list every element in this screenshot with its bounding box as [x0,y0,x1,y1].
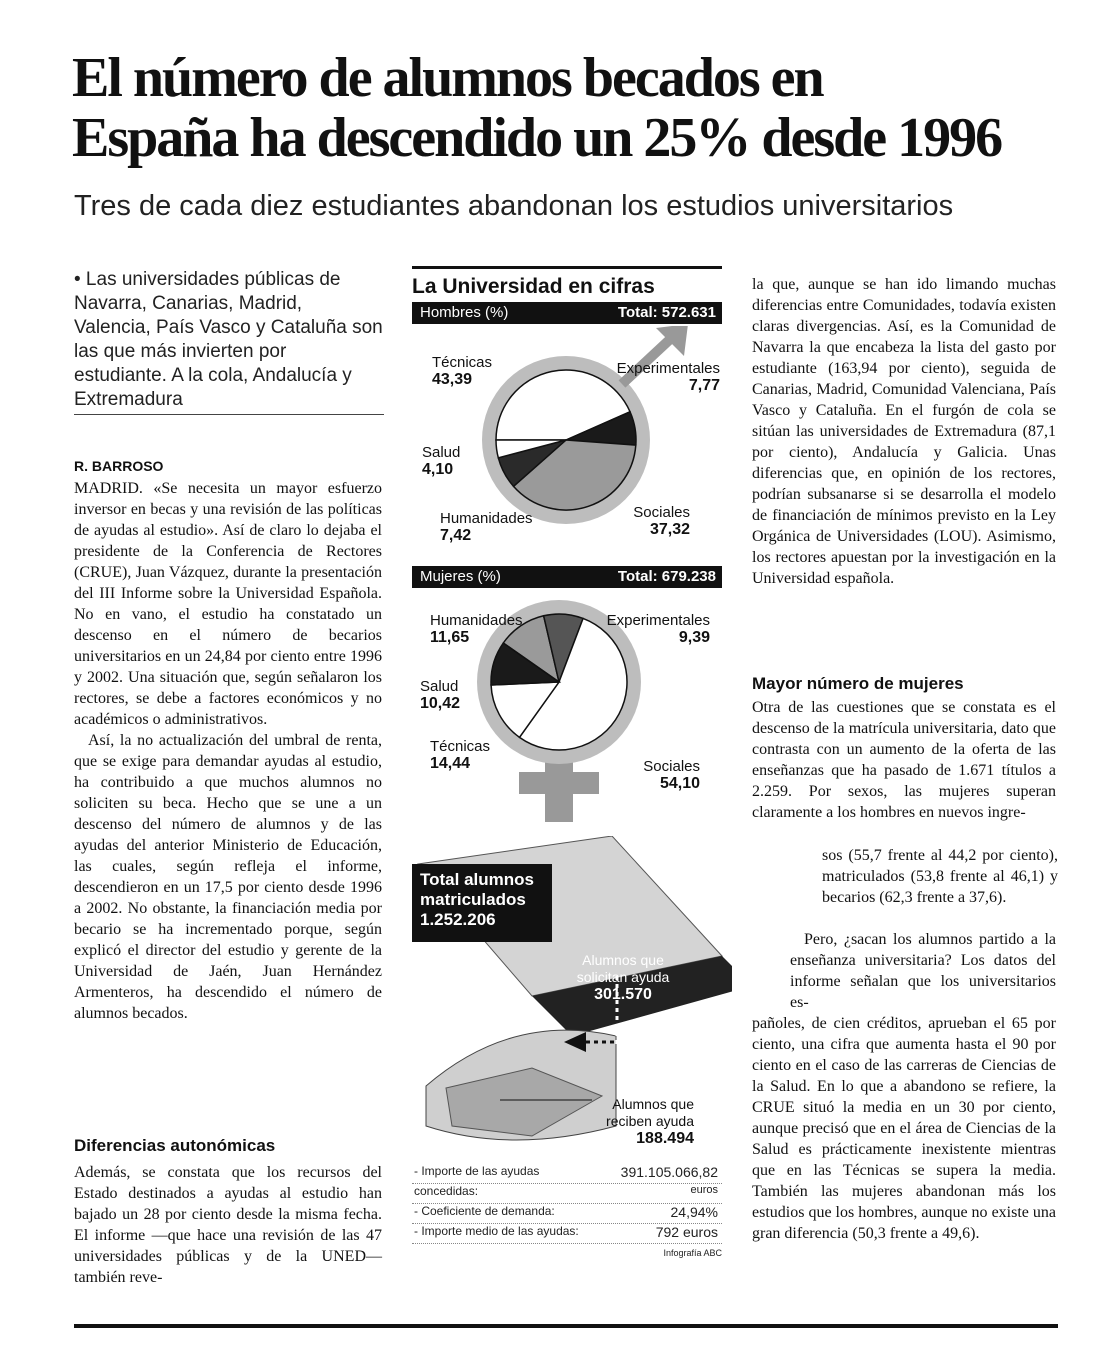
total-students-box: Total alumnos matriculados 1.252.206 [412,864,552,942]
men-label-sociales [608,504,690,538]
paragraph: pañoles, de cien créditos, aprueban el 65 por ciento, una cifra que aumenta hasta el 90 por ciento en el caso de las carreras de Ciencias de la Salud. En lo que a abandono se refiere, la CRUE situó la media en un 30 por ciento, aunque precisó que en el área de Ciencias de la Salud es prácticamente inexistente mientras que en las Técnicas se supera la media. También las mujeres abandonan más los estudios que los hombres, aunque no existe una gran diferencia (50,3 frente a 49,6). [752,1015,1056,1242]
stat-key: concedidas: [414,1184,479,1198]
recipients-text: Alumnos que reciben ayuda [606,1096,694,1129]
women-label-sociales [628,758,700,792]
article-column-1-continued [74,1162,382,1288]
men-label-salud [422,444,460,478]
recipients-label [568,1096,694,1147]
label-text: Técnicas [432,354,493,371]
label-value: 7,42 [440,527,472,544]
subheading-mujeres: Mayor número de mujeres [752,674,964,693]
paragraph: Otra de las cuestiones que se constata es el descenso de la matrícula universitaria, dato que contrasta con un aumento de la oferta de las enseñanzas que ha pasado de 1.671 títulos a 2.259. Por sexos, las mujeres superan claramente a los hombres en nuevos ingre- [752,699,1056,821]
stat-value: euros [690,1184,718,1196]
stat-value: 792 euros [655,1224,718,1240]
label-value: 9,39 [678,629,710,646]
paragraph: Además, se constata que los recursos del Estado destinados a ayudas al estudio han bajado un 28 por ciento desde la misma fecha. El informe —que hace una revisión de las 47 universidades públicas y de la UNED— también reve- [74,1164,382,1286]
bottom-rule [74,1324,1058,1328]
stat-key: - Importe medio de las ayudas: [414,1224,579,1238]
stat-value: 24,94% [670,1204,718,1220]
stat-row [412,1204,722,1224]
infographic [412,266,722,1276]
applicants-value: 301.570 [594,986,652,1003]
label-value: 11,65 [430,629,470,646]
article-column-3 [752,274,1056,589]
infographic-credit: Infografía ABC [663,1248,722,1258]
paragraph: la que, aunque se han ido limando muchas diferencias entre Comunidades, todavía existen claras divergencias. Así, es la Comunidad de Navarra la que encabeza la lista del gasto por estudiante (163,94 por ciento), seguida de Canarias, Madrid, Comunidad Valenciana, País Vasco y Cataluña. En el furgón de cola se sitúan las universidades de Extremadura (87,1 por ciento), Andalucía y Galicia. Unas diferencias que, en opinión de los rectores, podrían subsanarse si se desarrolla el modelo de financiación de mínimos previsto en la Ley Orgánica de Universidades (LOU). Asimismo, los rectores apuestan por la investigación en la Universidad española. [752,276,1056,587]
label-text: Humanidades [430,612,523,629]
headline [72,48,1072,168]
paragraph: Así, la no actualización del umbral de renta, que se exige para demandar ayudas al estudio, ha contribuido a que muchos alumnos no soliciten su beca. Hecho que se une a un descenso del número de alumnos y de las ayudas del anterior Ministerio de Educación, las cuales, según refleja el informe, descendieron en un 17,5 por ciento desde 1996 a 2002. No obstante, la financiación media por becario se ha incrementado porque, según explicó el director del estudio y gerente de la Universidad de Jaén, Juan Hernández Armenteros, ha descendido el número de alumnos becados. [74,732,382,1022]
label-text: Sociales [633,504,690,521]
paragraph: sos (55,7 frente al 44,2 por ciento), matriculados (53,8 frente al 46,1) y becarios (62,3 frente a 37,6). [822,847,1058,906]
lead-divider [74,414,384,415]
men-label-experimentales [608,360,720,394]
stat-key: - Importe de las ayudas [414,1164,540,1178]
infographic-title: La Universidad en cifras [412,266,722,299]
paragraph: MADRID. «Se necesita un mayor esfuerzo inversor en becas y una revisión de las políticas de ayudas al estudio». Así de claro lo dejaba el presidente de la Conferencia de Rectores (CRUE), Juan Vázquez, durante la presentación del III Informe sobre la Universidad Española. No en vano, el estudio ha constatado un descenso en el número de becarios universitarios en un 24,84 por ciento entre 1996 y 2002. Una situación que, según señalaron los rectores, se debe a factores económicos y no académicos o administrativos. [74,480,382,728]
article-column-3-b [752,697,1056,823]
headline-line-2: España ha descendido un 25% desde 1996 [72,107,1002,169]
stat-key: - Coeficiente de demanda: [414,1204,555,1218]
label-value: 4,10 [422,461,454,478]
applicants-label [562,952,684,1003]
paragraph: Pero, ¿sacan los alumnos partido a la enseñanza universitaria? Los datos del informe señalan que los universitarios es- [790,931,1056,1011]
label-value: 37,32 [649,521,690,538]
label-text: Experimentales [606,612,710,629]
label-value: 14,44 [430,755,471,772]
women-bar-label: Mujeres (%) [420,568,501,585]
label-text: Técnicas [430,738,491,755]
article-column-1 [74,478,382,1024]
label-value: 7,77 [688,377,720,394]
female-symbol-cross [519,772,599,794]
stat-row [412,1164,722,1184]
label-text: Salud [422,444,461,461]
label-value: 54,10 [659,775,700,792]
stat-row [412,1184,722,1204]
women-label-tecnicas [430,738,490,772]
label-value: 43,39 [432,371,473,388]
article-column-3-c [822,845,1058,908]
women-label-salud [420,678,460,712]
label-text: Humanidades [440,510,533,527]
subtitle: Tres de cada diez estudiantes abandonan los estudios universitarios [74,190,954,222]
headline-line-1: El número de alumnos becados en [72,47,823,109]
recipients-value: 188.494 [636,1130,694,1147]
women-label-humanidades [430,612,523,646]
article-column-3-e [752,1013,1056,1244]
men-label-tecnicas [432,354,492,388]
aid-stats-table [412,1164,722,1258]
label-text: Experimentales [616,360,720,377]
lead-summary: • Las universidades públicas de Navarra, Canarias, Madrid, Valencia, País Vasco y Cataluña son las que más invierten por estudiante. A la cola, Andalucía y Extremadura [74,269,383,410]
men-bar-label: Hombres (%) [420,304,509,321]
subheading-diferencias: Diferencias autonómicas [74,1136,276,1155]
women-total: Total: 679.238 [617,568,716,585]
article-column-3-d [790,929,1056,1013]
men-header-bar [412,302,722,324]
stat-value: 391.105.066,82 [620,1164,718,1180]
label-value: 10,42 [420,695,461,712]
label-text: Sociales [643,758,700,775]
label-text: Salud [420,678,459,695]
women-label-experimentales [598,612,710,646]
men-total: Total: 572.631 [617,304,716,321]
men-label-humanidades [440,510,533,544]
women-header-bar [412,566,722,588]
byline: R. BARROSO [74,458,164,474]
stat-row [412,1224,722,1244]
applicants-text: Alumnos que solicitan ayuda [576,952,670,985]
